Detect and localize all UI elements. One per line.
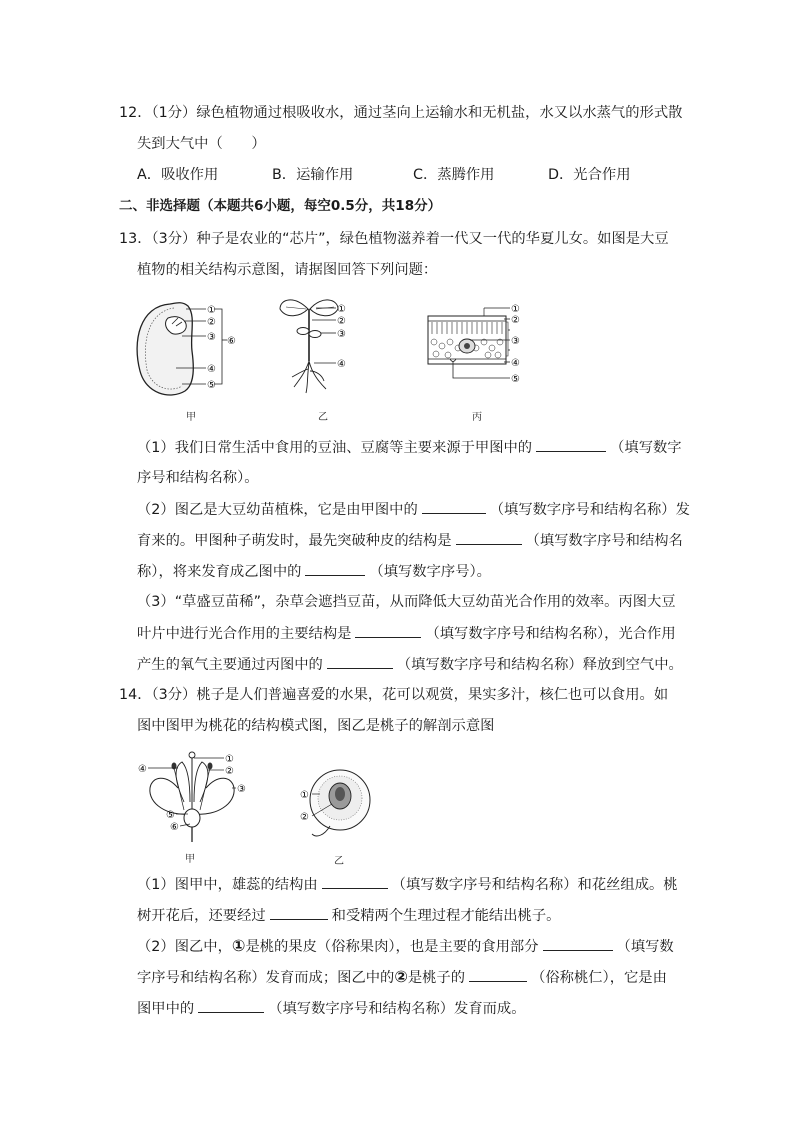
q12-option-d[interactable]: D．光合作用 [548, 167, 631, 183]
seedling-label-4: ④ [337, 359, 346, 370]
q13-figure-bing-leaf-section [426, 298, 526, 388]
q12-option-a[interactable]: A．吸收作用 [137, 167, 219, 183]
peach-label-1: ① [300, 790, 309, 801]
seed-label-4: ④ [207, 364, 216, 375]
answer-blank[interactable] [198, 998, 264, 1013]
answer-blank[interactable] [536, 437, 606, 452]
fig-caption-yi: 乙 [318, 412, 328, 423]
q14-fig-caption-yi: 乙 [334, 856, 344, 867]
q13-part3-line2: 叶片中进行光合作用的主要结构是 （填写数字序号和结构名称），光合作用 [137, 623, 676, 644]
answer-blank[interactable] [355, 623, 421, 638]
flower-label-5: ⑤ [166, 810, 175, 821]
seedling-label-3: ③ [337, 329, 346, 340]
answer-blank[interactable] [270, 905, 328, 920]
q14-part1-line2: 树开花后，还要经过 和受精两个生理过程才能结出桃子。 [137, 905, 560, 926]
flower-label-3: ③ [237, 784, 246, 795]
seed-label-2: ② [207, 317, 216, 328]
fig-caption-bing: 丙 [472, 412, 482, 423]
q14-fig-caption-jia: 甲 [185, 854, 195, 865]
answer-blank[interactable] [469, 967, 527, 982]
fig-caption-jia: 甲 [186, 412, 196, 423]
q14-figure-jia-flower [138, 744, 250, 844]
q14-intro-line2: 图中图甲为桃花的结构模式图，图乙是桃子的解剖示意图 [137, 718, 495, 734]
answer-blank[interactable] [322, 874, 388, 889]
flower-label-4: ④ [138, 764, 147, 775]
flower-label-2: ② [225, 766, 234, 777]
q13-part2-line2: 育来的。甲图种子萌发时，最先突破种皮的结构是 （填写数字序号和结构名 [137, 530, 683, 551]
q13-part3-line3: 产生的氧气主要通过丙图中的 （填写数字序号和结构名称）释放到空气中。 [137, 654, 683, 675]
q13-part3-line1: （3）“草盛豆苗稀”，杂草会遮挡豆苗，从而降低大豆幼苗光合作用的效率。丙图大豆 [137, 594, 676, 610]
circled-number-1: ① [231, 936, 246, 955]
seed-label-3: ③ [207, 332, 216, 343]
q12-line1: 12．（1分）绿色植物通过根吸收水，通过茎向上运输水和无机盐，水又以水蒸气的形式散 [119, 105, 683, 121]
q13-part2-line3: 称），将来发育成乙图中的 （填写数字序号）。 [137, 561, 491, 582]
q14-figure-yi-peach [298, 764, 378, 844]
q13-part1-line1: （1）我们日常生活中食用的豆油、豆腐等主要来源于甲图中的 （填写数字 [137, 437, 682, 458]
seed-label-1: ① [207, 305, 216, 316]
answer-blank[interactable] [327, 654, 393, 669]
leaf-label-4: ④ [511, 358, 520, 369]
seedling-label-1: ① [337, 304, 346, 315]
flower-label-1: ① [225, 754, 234, 765]
q12-option-b[interactable]: B．运输作用 [272, 167, 354, 183]
seed-label-6: ⑥ [227, 336, 236, 347]
q13-intro-line2: 植物的相关结构示意图，请据图回答下列问题： [137, 262, 438, 278]
leaf-label-5: ⑤ [511, 374, 520, 385]
q13-figure-yi-seedling [276, 291, 356, 396]
seed-label-5: ⑤ [207, 380, 216, 391]
q14-part2-line2: 字序号和结构名称）发育而成；图乙中的②是桃子的 （俗称桃仁），它是由 [137, 967, 667, 986]
flower-label-6: ⑥ [170, 822, 179, 833]
answer-blank[interactable] [305, 561, 365, 576]
leaf-label-3: ③ [511, 336, 520, 347]
leaf-label-1: ① [511, 304, 520, 315]
q14-part2-line3: 图甲中的 （填写数字序号和结构名称）发育而成。 [137, 998, 526, 1019]
circled-number-2: ② [394, 967, 408, 986]
q14-part2-line1: （2）图乙中，①是桃的果皮（俗称果肉），也是主要的食用部分 （填写数 [137, 936, 674, 955]
q12-option-c[interactable]: C．蒸腾作用 [413, 167, 495, 183]
q13-intro-line1: 13．（3分）种子是农业的“芯片”，绿色植物滋养着一代又一代的华夏儿女。如图是大豆 [119, 231, 669, 247]
section-heading: 二、非选择题（本题共6小题，每空0.5分，共18分） [119, 198, 442, 214]
seedling-label-2: ② [337, 316, 346, 327]
q13-part1-line2: 序号和结构名称）。 [137, 470, 259, 486]
q13-figure-jia-seed [130, 296, 245, 401]
answer-blank[interactable] [543, 936, 613, 951]
peach-label-2: ② [300, 812, 309, 823]
answer-blank[interactable] [422, 499, 486, 514]
q12-line2: 失到大气中（ ） [137, 136, 266, 152]
leaf-label-2: ② [511, 315, 520, 326]
q14-intro-line1: 14．（3分）桃子是人们普遍喜爱的水果，花可以观赏，果实多汁，核仁也可以食用。如 [119, 687, 669, 703]
answer-blank[interactable] [456, 530, 522, 545]
q14-part1-line1: （1）图甲中，雄蕊的结构由 （填写数字序号和结构名称）和花丝组成。桃 [137, 874, 678, 895]
q13-part2-line1: （2）图乙是大豆幼苗植株，它是由甲图中的 （填写数字序号和结构名称）发 [137, 499, 690, 520]
